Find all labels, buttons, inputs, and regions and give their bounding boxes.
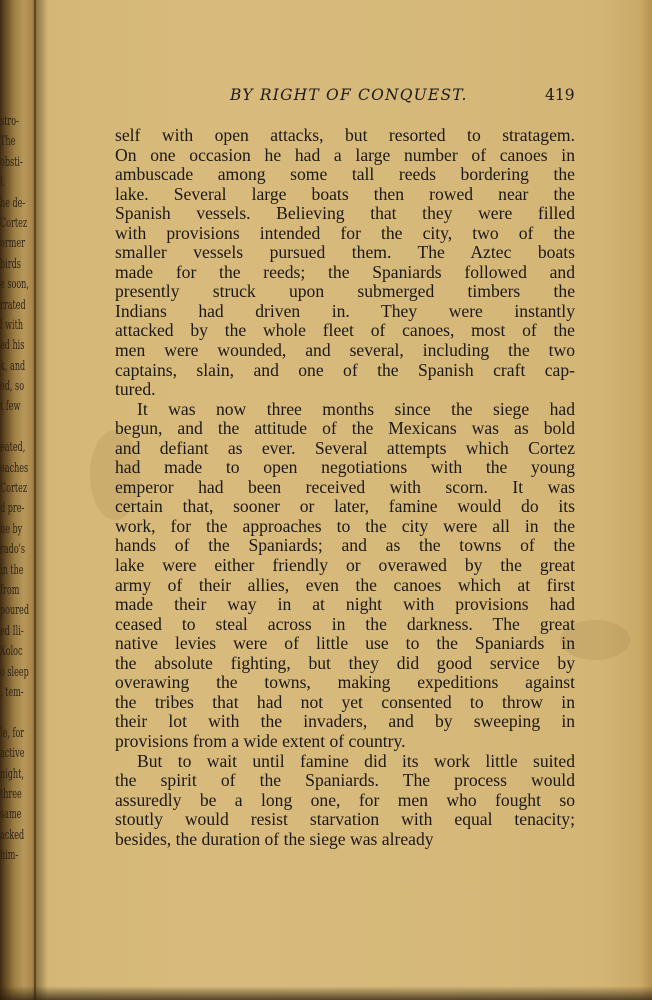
text-line: army of their allies, even the canoes which at first	[115, 574, 575, 595]
gutter-fragment: d pre-	[0, 501, 25, 517]
gutter-fragment: k, and	[0, 358, 26, 374]
gutter-fragment: le, for	[0, 725, 25, 741]
text-line: besides, the duration of the siege was already	[115, 828, 434, 849]
gutter-fragment: ed his	[0, 338, 25, 354]
text-line: begun, and the attitude of the Mexicans was as bold	[115, 418, 575, 439]
text-line: smaller vessels pursued them. The Aztec boats	[115, 242, 575, 263]
text-line: with provisions intended for the city, two of the	[115, 222, 575, 243]
text-line: and defiant as ever. Several attempts which Cortez	[115, 437, 575, 458]
text-line: their lot with the invaders, and by sweeping in	[115, 711, 575, 732]
gutter-fragment: ormer	[0, 236, 25, 252]
gutter-fragment: stro-	[0, 114, 19, 129]
text-line: attacked by the whole fleet of canoes, most of the	[115, 320, 575, 341]
gutter-fragment: Cortez	[0, 215, 28, 231]
gutter-fragment	[0, 418, 17, 438]
gutter-fragment: he de-	[0, 195, 26, 211]
gutter-fragment: The	[0, 134, 16, 150]
book-page	[40, 0, 652, 1000]
text-line: overawing the towns, making expeditions against	[115, 672, 575, 693]
text-line: ambuscade among some tall reeds bordering the	[115, 164, 575, 185]
gutter-fragment: acked	[0, 827, 25, 843]
text-line: the tribes that had not yet consented to throw in	[115, 691, 575, 712]
gutter-fragment: o sleep	[0, 664, 29, 680]
page-number: 419	[545, 86, 575, 104]
text-line: emperor had been received with scorn. It was	[115, 476, 575, 497]
text-line: made for the reeds; the Spaniards followed and	[115, 261, 575, 282]
text-line: It was now three months since the siege had	[137, 398, 575, 419]
text-line: lake. Several large boats then rowed near the	[115, 183, 575, 204]
gutter-fragment: obsti-	[0, 154, 23, 170]
text-line: lake were either friendly or overawed by the great	[115, 555, 575, 576]
text-line: On one occasion he had a large number of canoes in	[115, 144, 575, 165]
text-line: But to wait until famine did its work little suited	[137, 750, 575, 771]
gutter-fragment: , tem-	[0, 684, 24, 700]
gutter-fragment: three	[0, 786, 22, 802]
previous-page-text-fragments	[0, 112, 29, 866]
gutter-fragment: birds	[0, 256, 21, 272]
text-line: work, for the approaches to the city were all in the	[115, 515, 575, 536]
text-line: men were wounded, and several, including the two	[115, 340, 575, 361]
gutter-fragment: rrated	[0, 297, 26, 313]
gutter-fragment: rado's	[0, 542, 26, 558]
bottom-edge-shadow	[0, 986, 652, 1000]
gutter-fragment: Cortez	[0, 481, 28, 497]
gutter-fragment: active	[0, 746, 25, 762]
gutter-fragment: same	[0, 807, 22, 823]
gutter-fragment: him-	[0, 848, 19, 864]
body-text	[115, 126, 575, 849]
text-line: native levies were of little use to the Spaniards in	[115, 633, 575, 654]
text-line: made their way in at night with provisions had	[115, 594, 575, 615]
gutter-fragment	[0, 703, 17, 723]
text-line: the absolute fighting, but they did good service by	[115, 652, 575, 673]
text-line: stoutly would resist starvation with equal tenacity;	[115, 809, 575, 830]
running-head: BY RIGHT OF CONQUEST.	[230, 86, 468, 104]
text-line: Spanish vessels. Believing that they were filled	[115, 203, 575, 224]
gutter-fragment: ed, so	[0, 379, 25, 395]
text-line: self with open attacks, but resorted to stratagem.	[115, 125, 575, 145]
gutter-fragment: t few	[0, 399, 21, 415]
gutter-fragment: from	[0, 582, 20, 598]
text-line: hands of the Spaniards; and as the towns of the	[115, 535, 575, 556]
gutter-fragment: l with	[0, 317, 24, 333]
gutter-fragment: eated,	[0, 440, 26, 456]
text-line: captains, slain, and one of the Spanish craft cap-	[115, 359, 575, 380]
gutter-fragment: poured	[0, 603, 29, 619]
gutter-fragment: in the	[0, 562, 24, 578]
text-line: had made to open negotiations with the young	[115, 457, 575, 478]
gutter-fragment: eaches	[0, 460, 29, 476]
gutter-fragment: e soon,	[0, 277, 29, 293]
text-line: presently struck upon submerged timbers the	[115, 281, 575, 302]
gutter-fragment: ne by	[0, 521, 23, 537]
gutter-fragment: night,	[0, 766, 24, 782]
text-line: Indians had driven in. They were instantly	[115, 300, 575, 321]
gutter-fragment: ed Ili-	[0, 623, 24, 639]
text-line: tured.	[115, 379, 156, 400]
gutter-fragment: Xoloc	[0, 644, 23, 660]
text-line: assuredly be a long one, for men who fought so	[115, 789, 575, 810]
text-line: provisions from a wide extent of country.	[115, 730, 406, 751]
text-line: ceased to steal across in the darkness. The great	[115, 613, 575, 634]
text-line: the spirit of the Spaniards. The process would	[115, 770, 575, 791]
text-line: certain that, sooner or later, famine would do its	[115, 496, 575, 517]
gutter-fragment: l.	[0, 175, 6, 191]
